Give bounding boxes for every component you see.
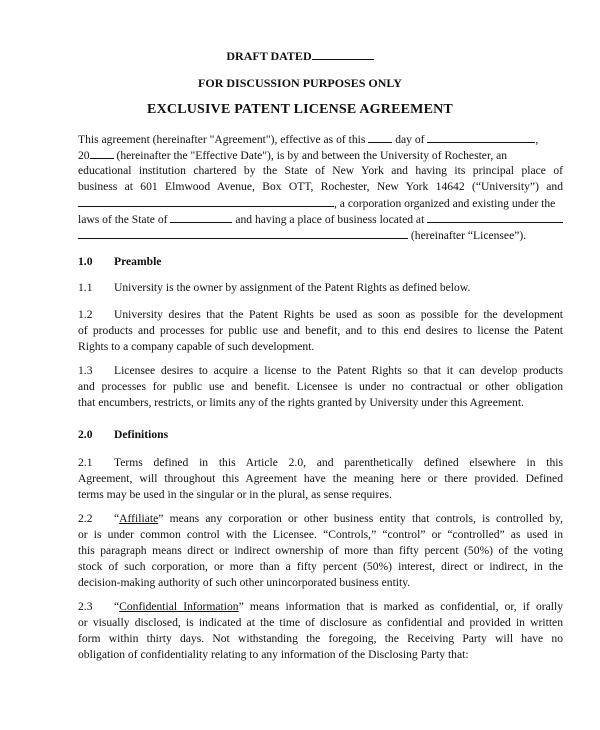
discussion-notice: FOR DISCUSSION PURPOSES ONLY: [198, 76, 402, 90]
para-2-3-line-1: 2.3 “Confidential Information” means information that is marked as confidential, or, if orally: [78, 600, 564, 613]
state-blank: [170, 211, 232, 223]
address-blank-1: [427, 211, 563, 223]
draft-dated-line: [0, 48, 600, 64]
para-2-3-line-4: obligation of confidentiality relating to any information of the Disclosing Party that:: [78, 648, 469, 661]
para-2-2-line-2: or is under common control with the Licensee. “Controls,” “control” or “controlled” as used in: [78, 528, 563, 541]
intro-line-3: educational institution chartered by the State of New York and having its principal place of: [78, 164, 563, 177]
address-blank-2: [78, 227, 408, 239]
para-1-2-line-2: of products and processes for public use and benefit, and to this end desires to license the Patent: [78, 324, 563, 337]
para-2-2-line-3: this paragraph means direct or indirect ownership of more than fifty percent (50%) of the voting: [78, 544, 563, 557]
intro-line-2: 20 (hereinafter the "Effective Date"), is by and between the University of Rochester, an: [78, 149, 508, 162]
confidential-information-term: Confidential Information: [119, 600, 239, 613]
para-1-2-line-1: 1.2 University desires that the Patent Rights be used as soon as possible for the development: [78, 308, 563, 321]
para-1-3-line-3: that encumbers, restricts, or limits any of the rights granted by University under this Agreement.: [78, 396, 524, 409]
intro-line-5: , a corporation organized and existing under the: [78, 195, 563, 212]
section-1-heading: 1.0 Preamble: [78, 255, 162, 268]
day-blank: [368, 131, 392, 143]
draft-dated-label: DRAFT DATED: [226, 49, 312, 63]
para-2-3-line-3: form within thirty days. Not withstanding the foregoing, the Receiving Party will have no: [78, 632, 563, 645]
para-1-3-line-2: and processes for public use and benefit. Licensee is under no contractual or other obligation: [78, 380, 563, 393]
section-2-heading: 2.0 Definitions: [78, 428, 169, 441]
para-2-1-line-2: Agreement, will throughout this Agreement have the meaning here or there provided. Defined: [78, 472, 563, 485]
intro-line-4: business at 601 Elmwood Avenue, Box OTT, Rochester, New York 14642 (“University”) and: [78, 180, 563, 193]
para-1-2-line-3: Rights to a company capable of such development.: [78, 340, 315, 353]
para-2-1-line-1: 2.1 Terms defined in this Article 2.0, and parenthetically defined elsewhere in this: [78, 456, 563, 469]
para-1-1: 1.1 University is the owner by assignment of the Patent Rights as defined below.: [78, 281, 471, 294]
draft-date-blank: [312, 48, 374, 60]
intro-line-6: laws of the State of and having a place of business located at: [78, 211, 563, 228]
affiliate-term: Affiliate: [119, 512, 159, 525]
para-2-3-line-2: or visually disclosed, is indicated at the time of disclosure as confidential and provided in written: [78, 616, 563, 629]
document-title: EXCLUSIVE PATENT LICENSE AGREEMENT: [147, 102, 453, 117]
year-blank: [90, 147, 114, 159]
intro-line-7: (hereinafter “Licensee”).: [78, 227, 563, 244]
para-2-1-line-3: terms may be used in the singular or in the plural, as sense requires.: [78, 488, 392, 501]
para-2-2-line-1: 2.2 “Affiliate” means any corporation or other business entity that controls, is controlled by,: [78, 512, 563, 525]
para-2-2-line-4: stock of such corporation, or more than a fifty percent (50%) interest, direct or indirect, in the: [78, 560, 563, 573]
para-2-2-line-5: decision-making authority of such other unincorporated business entity.: [78, 576, 411, 589]
month-blank: [427, 131, 535, 143]
intro-line-1: This agreement (hereinafter "Agreement"), effective as of this day of ,: [78, 133, 539, 146]
para-1-3-line-1: 1.3 Licensee desires to acquire a license to the Patent Rights so that it can develop products: [78, 364, 563, 377]
licensee-name-blank: [78, 195, 334, 207]
